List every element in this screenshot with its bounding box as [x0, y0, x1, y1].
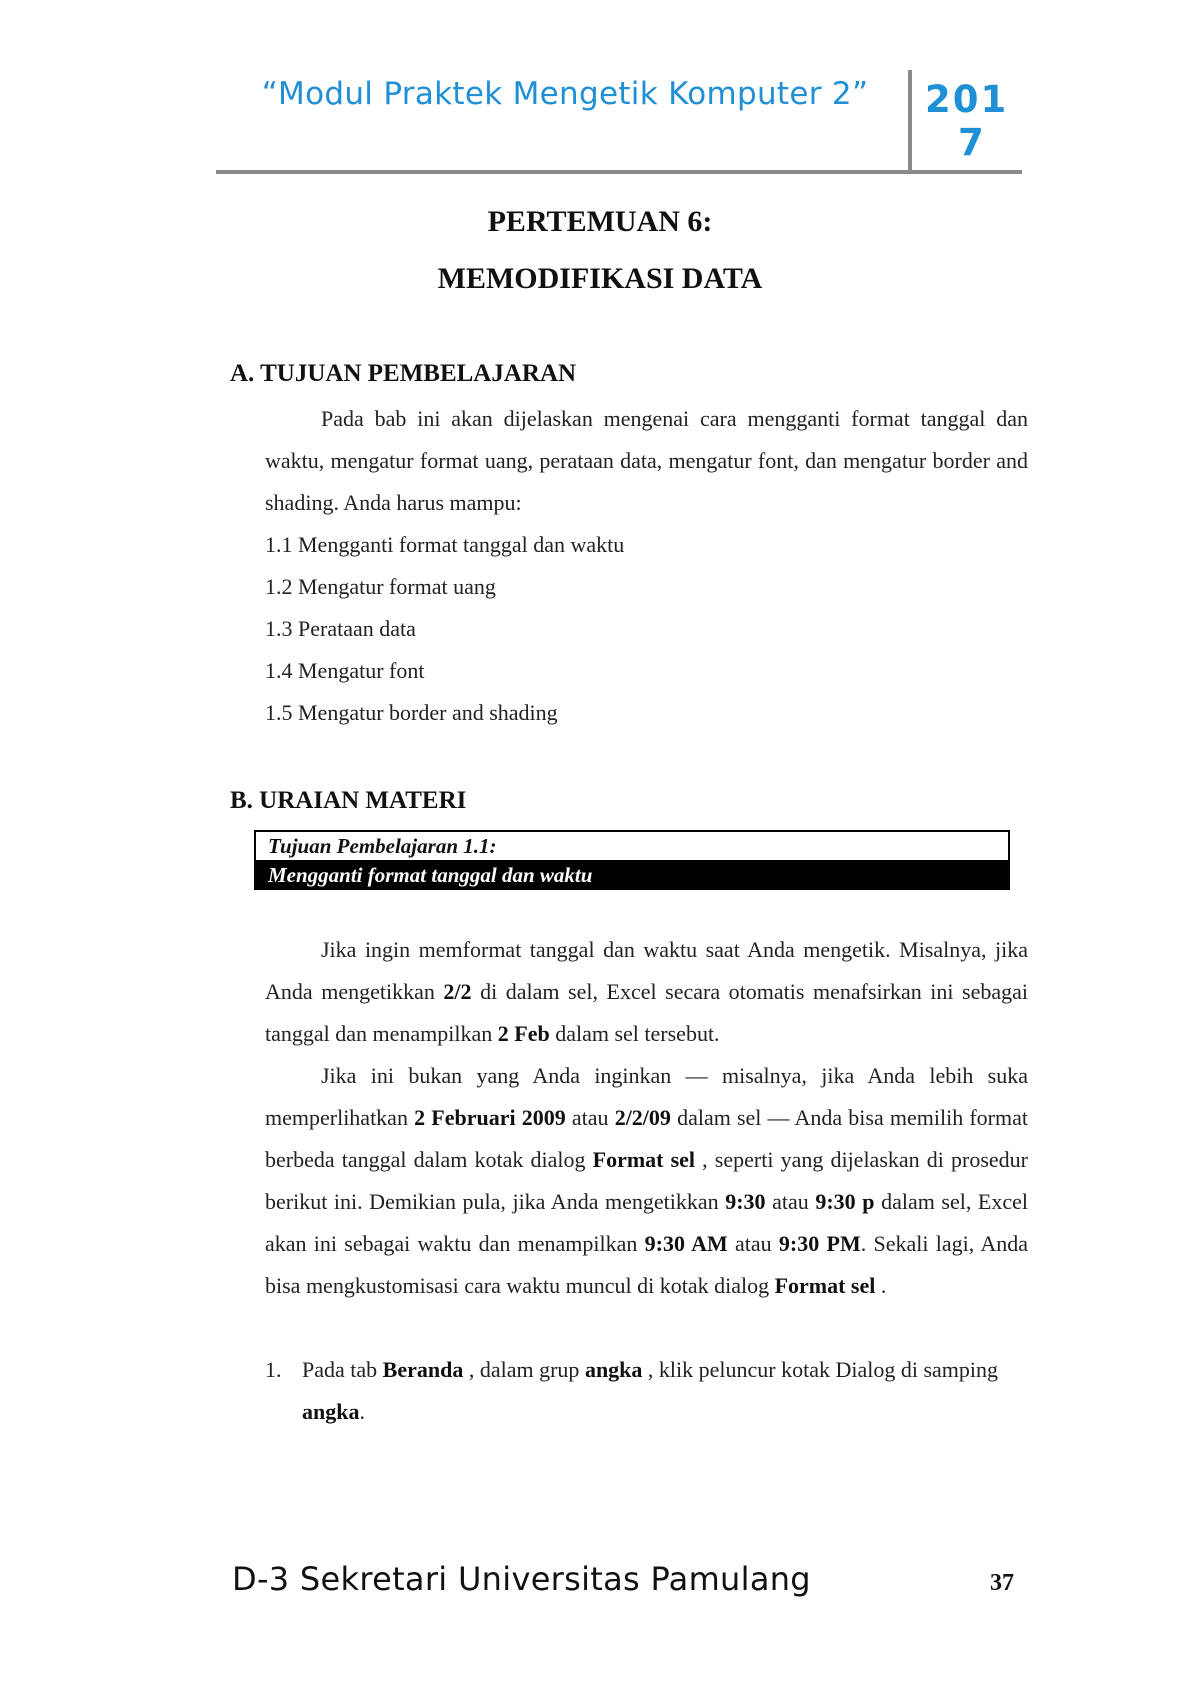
footer-institution: D-3 Sekretari Universitas Pamulang	[232, 1560, 811, 1598]
objective-item-3: 1.3 Perataan data	[265, 616, 416, 641]
header-title: “Modul Praktek Mengetik Komputer 2”	[261, 76, 869, 112]
step-text: Pada tab Beranda , dalam grup angka , klik peluncur kotak Dialog di samping angka.	[302, 1357, 999, 1424]
page-title-line2: MEMODIFIKASI DATA	[437, 262, 763, 295]
page-number: 37	[990, 1570, 1014, 1596]
learning-objective-box	[254, 830, 1010, 890]
procedure-step-1	[265, 1349, 1005, 1433]
section-a-intro-text: Pada bab ini akan dijelaskan mengenai cara mengganti format tanggal dan waktu, mengatur format uang, perataan data, mengatur font, dan mengatur border and shading. Anda harus mampu:	[265, 406, 1028, 515]
header-year-part2: 7	[958, 121, 986, 164]
header-divider-vertical	[908, 70, 912, 171]
header-year-part1: 201	[925, 78, 1009, 121]
section-a-heading: A. TUJUAN PEMBELAJARAN	[230, 360, 577, 387]
objective-item-4: 1.4 Mengatur font	[265, 658, 425, 683]
page-title-line1: PERTEMUAN 6:	[487, 205, 713, 238]
header-divider-horizontal	[216, 170, 1022, 174]
objective-item-1: 1.1 Mengganti format tanggal dan waktu	[265, 532, 625, 557]
paragraph-2: Jika ini bukan yang Anda inginkan — misalnya, jika Anda lebih suka memperlihatkan 2 Februari 2009 atau 2/2/09 dalam sel — Anda bisa memilih format berbeda tanggal dalam kotak dialog Format sel , seperti yang dijelaskan di prosedur berikut ini. Demikian pula, jika Anda mengetikkan 9:30 atau 9:30 p dalam sel, Excel akan ini sebagai waktu dan menampilkan 9:30 AM atau 9:30 PM. Sekali lagi, Anda bisa mengkustomisasi cara waktu muncul di kotak dialog Format sel .	[265, 1063, 1028, 1298]
objective-item-2: 1.2 Mengatur format uang	[265, 574, 496, 599]
learning-objective-label: Tujuan Pembelajaran 1.1:	[268, 834, 497, 858]
paragraph-1: Jika ingin memformat tanggal dan waktu saat Anda mengetik. Misalnya, jika Anda mengetikkan 2/2 di dalam sel, Excel secara otomatis menafsirkan ini sebagai tanggal dan menampilkan 2 Feb dalam sel tersebut.	[265, 937, 1028, 1046]
section-a-intro	[265, 398, 1028, 524]
learning-objective-title: Mengganti format tanggal dan waktu	[256, 860, 1008, 890]
step-number: 1.	[265, 1357, 282, 1382]
objective-item-5: 1.5 Mengatur border and shading	[265, 700, 558, 725]
section-b-body	[265, 929, 1028, 1307]
section-b-heading: B. URAIAN MATERI	[230, 787, 467, 814]
header-year	[925, 78, 1015, 164]
